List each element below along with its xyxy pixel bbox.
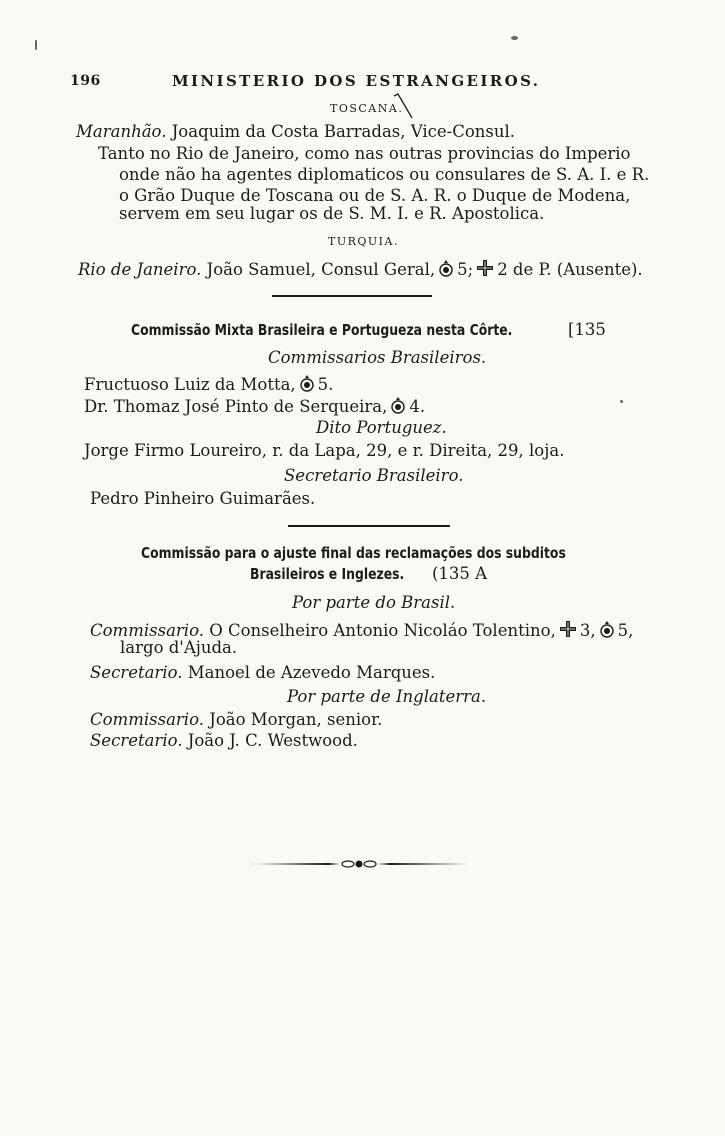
commissao-mixta-title: Commissão Mixta Brasileira e Portugueza nesta Côrte. (131, 321, 513, 339)
order-of-the-rose-icon (438, 259, 454, 277)
row-label: Secretario. (90, 731, 183, 750)
note-line-4: servem em seu lugar os de S. M. I. e R. Apostolica. (119, 204, 545, 223)
row-text: João Morgan, senior. (209, 710, 383, 729)
row-label: Commissario. (90, 710, 204, 729)
order-of-christ-cross-icon (476, 259, 494, 277)
subheading-secretario-brasileiro: Secretario Brasileiro. (284, 466, 464, 485)
entry-grade: 5; (457, 260, 474, 279)
subheading-por-parte-de-inglaterra: Por parte de Inglaterra. (287, 687, 487, 706)
commissao-ajuste-title-2: Brasileiros e Inglezes. (250, 565, 405, 583)
commissao-ajuste-title-line-2 (250, 566, 443, 583)
section-heading-toscana: TOSCANA. (330, 102, 404, 115)
commissao-ajuste-ref: (135 A (432, 564, 488, 583)
commissao-mixta-ref: [135 (568, 320, 606, 339)
commissao-ajuste-title-line-1 (141, 545, 672, 562)
row-label: Commissario. (90, 621, 204, 640)
row-commissario-brasil-cont: largo d'Ajuda. (120, 638, 238, 657)
subheading-por-parte-do-brasil: Por parte do Brasil. (292, 593, 456, 612)
order-of-the-rose-icon (390, 396, 406, 414)
note-line-1: Tanto no Rio de Janeiro, como nas outras provincias do Imperio (98, 144, 631, 163)
order-of-the-rose-icon (299, 374, 315, 392)
section-divider (288, 525, 450, 527)
row-text: Manoel de Azevedo Marques. (187, 663, 436, 682)
order-of-the-rose-icon (599, 620, 615, 638)
scan-speck (511, 36, 518, 40)
entry-maranhao (76, 124, 515, 141)
row-grade: 3, (579, 621, 596, 640)
commissao-ajuste-title-1: Commissão para o ajuste final das reclamações dos subditos (141, 544, 566, 562)
scan-speck (620, 400, 623, 403)
running-title: MINISTERIO DOS ESTRANGEIROS. (172, 72, 541, 90)
section-heading-turquia: TURQUIA. (328, 235, 399, 248)
typographic-ornament (248, 856, 470, 872)
row-label: Secretario. (90, 663, 183, 682)
member-grade: 4. (409, 397, 426, 416)
row-commissario-inglaterra (90, 712, 382, 729)
ink-stroke (392, 92, 416, 120)
page-number: 196 (70, 73, 101, 89)
subheading-dito-portuguez: Dito Portuguez. (316, 418, 447, 437)
member-pedro: Pedro Pinheiro Guimarães. (90, 489, 316, 508)
member-name: Dr. Thomaz José Pinto de Serqueira, (84, 397, 388, 416)
entry-place: Rio de Janeiro. (78, 260, 202, 279)
row-secretario-brasil (90, 665, 435, 682)
entry-rio-de-janeiro (78, 259, 643, 279)
note-line-2: onde não ha agentes diplomaticos ou consulares de S. A. I. e R. (119, 165, 650, 184)
entry-place: Maranhão. (76, 122, 167, 141)
scan-speck (35, 40, 37, 50)
member-grade: 5. (317, 375, 334, 394)
row-secretario-inglaterra (90, 733, 358, 750)
note-line-3: o Grão Duque de Toscana ou de S. A. R. o Duque de Modena, (119, 186, 631, 205)
member-name: Fructuoso Luiz da Motta, (84, 375, 296, 394)
member-fructuoso (84, 374, 333, 394)
row-commissario-brasil (90, 620, 633, 640)
subheading-commissarios-brasileiros: Commissarios Brasileiros. (268, 348, 487, 367)
member-thomaz (84, 396, 425, 416)
commissao-mixta-title-line (131, 322, 608, 339)
entry-grade-note: 2 de P. (Ausente). (497, 260, 643, 279)
entry-text: João Samuel, Consul Geral, (206, 260, 436, 279)
entry-text: Joaquim da Costa Barradas, Vice-Consul. (171, 122, 516, 141)
row-text: João J. C. Westwood. (187, 731, 358, 750)
row-grade: 5, (617, 621, 634, 640)
section-divider (272, 295, 432, 297)
member-jorge: Jorge Firmo Loureiro, r. da Lapa, 29, e r. Direita, 29, loja. (84, 441, 565, 460)
row-text: O Conselheiro Antonio Nicoláo Tolentino, (209, 621, 556, 640)
order-of-christ-cross-icon (559, 620, 577, 638)
